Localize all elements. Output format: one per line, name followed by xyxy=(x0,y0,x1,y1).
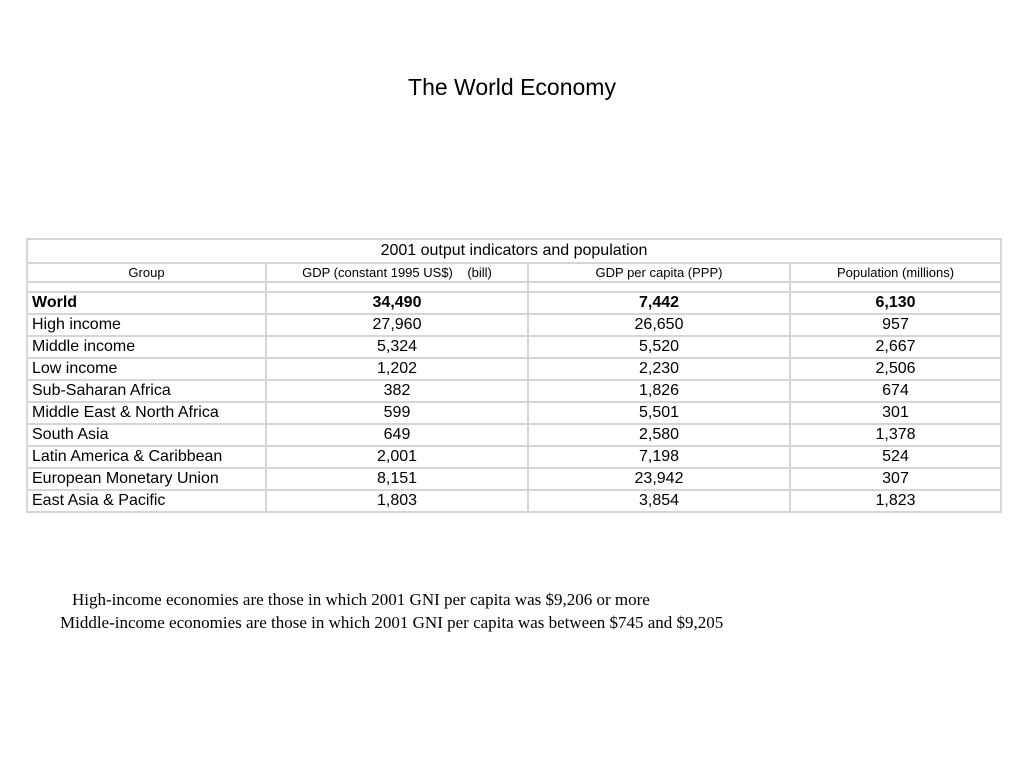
table-row xyxy=(27,380,1001,402)
spacer-row xyxy=(27,282,1001,292)
cell-population: 524 xyxy=(790,446,1001,468)
cell-population: 957 xyxy=(790,314,1001,336)
column-header-group: Group xyxy=(27,263,266,282)
table-row xyxy=(27,314,1001,336)
table-caption: 2001 output indicators and population xyxy=(27,239,1001,263)
cell-gdp: 5,324 xyxy=(266,336,528,358)
cell-population: 674 xyxy=(790,380,1001,402)
cell-gdp: 8,151 xyxy=(266,468,528,490)
table-row xyxy=(27,358,1001,380)
table-row xyxy=(27,402,1001,424)
cell-group: Sub-Saharan Africa xyxy=(27,380,266,402)
cell-population: 2,667 xyxy=(790,336,1001,358)
cell-gdp: 1,803 xyxy=(266,490,528,512)
cell-group: Middle income xyxy=(27,336,266,358)
footnote-high-income: High-income economies are those in which 2001 GNI per capita was $9,206 or more xyxy=(72,590,650,609)
cell-gdp: 649 xyxy=(266,424,528,446)
page-title: The World Economy xyxy=(408,74,616,100)
table-row xyxy=(27,424,1001,446)
output-indicators-table xyxy=(26,238,1002,513)
cell-group: High income xyxy=(27,314,266,336)
cell-gdp-per-capita: 5,501 xyxy=(528,402,790,424)
cell-population: 307 xyxy=(790,468,1001,490)
cell-gdp: 2,001 xyxy=(266,446,528,468)
table-row xyxy=(27,292,1001,314)
spacer-cell xyxy=(266,282,528,292)
cell-gdp-per-capita: 2,580 xyxy=(528,424,790,446)
cell-gdp: 1,202 xyxy=(266,358,528,380)
cell-group: Low income xyxy=(27,358,266,380)
cell-gdp-per-capita: 7,442 xyxy=(528,292,790,314)
cell-group: Middle East & North Africa xyxy=(27,402,266,424)
table-row xyxy=(27,446,1001,468)
spacer-cell xyxy=(790,282,1001,292)
cell-gdp-per-capita: 26,650 xyxy=(528,314,790,336)
cell-population: 1,823 xyxy=(790,490,1001,512)
cell-population: 2,506 xyxy=(790,358,1001,380)
cell-gdp: 27,960 xyxy=(266,314,528,336)
cell-group: Latin America & Caribbean xyxy=(27,446,266,468)
spacer-cell xyxy=(27,282,266,292)
cell-gdp-per-capita: 23,942 xyxy=(528,468,790,490)
cell-gdp-per-capita: 7,198 xyxy=(528,446,790,468)
cell-group: South Asia xyxy=(27,424,266,446)
column-header-population: Population (millions) xyxy=(790,263,1001,282)
footnote-middle-income: Middle-income economies are those in which 2001 GNI per capita was between $745 and $9,205 xyxy=(60,613,724,632)
cell-population: 6,130 xyxy=(790,292,1001,314)
cell-gdp-per-capita: 3,854 xyxy=(528,490,790,512)
cell-group: World xyxy=(27,292,266,314)
spacer-cell xyxy=(528,282,790,292)
cell-gdp-per-capita: 1,826 xyxy=(528,380,790,402)
cell-population: 301 xyxy=(790,402,1001,424)
cell-population: 1,378 xyxy=(790,424,1001,446)
column-header-gdp-per-capita: GDP per capita (PPP) xyxy=(528,263,790,282)
cell-group: European Monetary Union xyxy=(27,468,266,490)
table-row xyxy=(27,490,1001,512)
cell-group: East Asia & Pacific xyxy=(27,490,266,512)
cell-gdp-per-capita: 2,230 xyxy=(528,358,790,380)
table-row xyxy=(27,468,1001,490)
cell-gdp: 382 xyxy=(266,380,528,402)
cell-gdp: 599 xyxy=(266,402,528,424)
footnotes xyxy=(60,588,723,634)
table-row xyxy=(27,336,1001,358)
cell-gdp: 34,490 xyxy=(266,292,528,314)
column-header-gdp: GDP (constant 1995 US$) (bill) xyxy=(266,263,528,282)
cell-gdp-per-capita: 5,520 xyxy=(528,336,790,358)
